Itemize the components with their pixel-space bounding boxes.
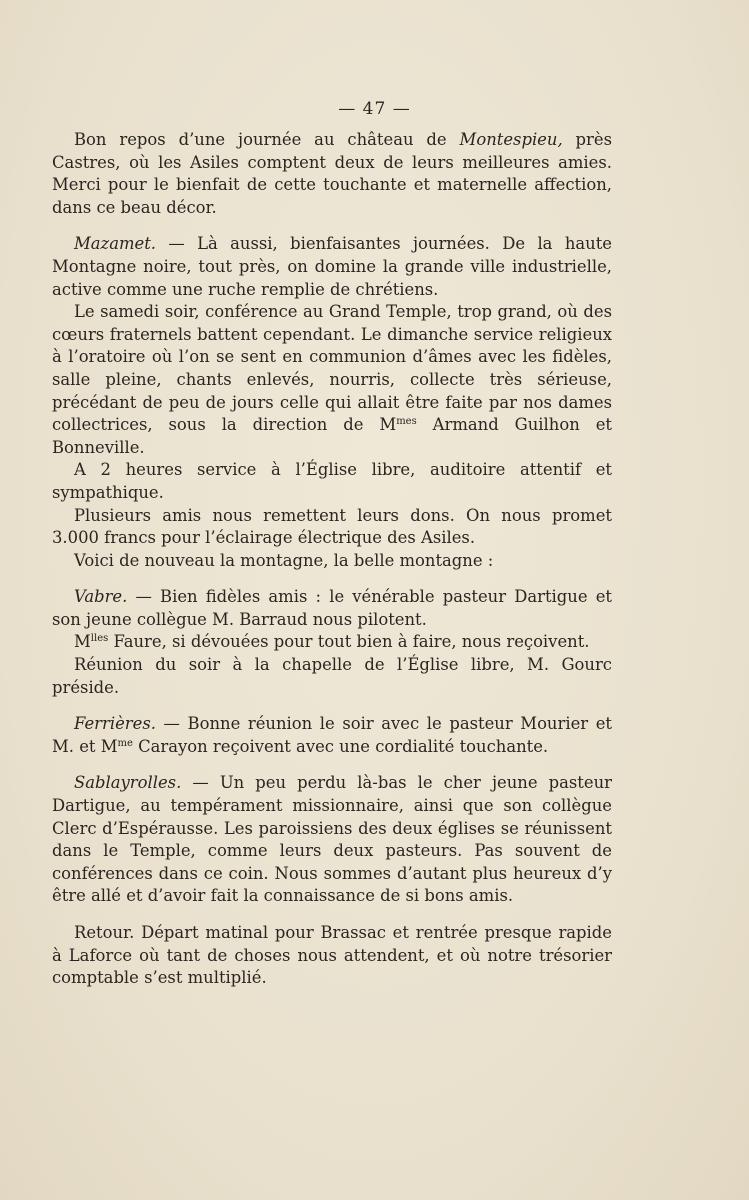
paragraph-retour: Retour. Départ matinal pour Brassac et rentrée presque rapide à Laforce où tant de choses nous attendent, et où notre trésorier comptable s’est multiplié. — [52, 923, 612, 988]
paragraph-sablayrolles — [52, 772, 612, 908]
text-span: — Un peu perdu là-bas le cher jeune pasteur Dartigue, au tempérament missionnaire, ainsi que son collègue Clerc d’Espérausse. Les paroissiens des deux églises se réunissent dans le Temple, comme leurs deux pasteurs. Pas souvent de conférences dans ce coin. Nous sommes d’autant plus heureux d’y être allé et d’avoir fait la connaissance de si bons amis. — [52, 773, 612, 906]
paragraph-eglise-libre: A 2 heures service à l’Église libre, auditoire attentif et sympathique. — [52, 460, 612, 502]
paragraph-dons: Plusieurs amis nous remettent leurs dons. On nous promet 3.000 francs pour l’éclairage électrique des Asiles. — [52, 505, 612, 548]
place-name: Ferrières. — [74, 714, 156, 734]
text-span: — Bonne réunion le soir avec le pasteur Mourier et M. et M — [52, 714, 612, 756]
paragraph-reunion: Réunion du soir à la chapelle de l’Église libre, M. Gourc préside. — [52, 655, 612, 697]
superscript: me — [117, 737, 133, 749]
text-span: — Bien fidèles amis : le vénérable pasteur Dartigue et son jeune collègue M. Barraud nous pilotent. — [52, 587, 612, 629]
paragraph-vabre — [52, 586, 612, 631]
text-span: — Là aussi, bienfaisantes journées. De la haute Montagne noire, tout près, on domine la grande ville industrielle, active comme une ruche remplie de chrétiens. — [52, 234, 612, 299]
paragraph-samedi — [52, 301, 612, 459]
superscript: lles — [90, 633, 109, 645]
body-text — [52, 129, 612, 990]
place-name: Vabre. — [74, 587, 128, 607]
text-span: Bon repos d’une journée au château de — [74, 130, 447, 149]
page-number: — 47 — — [338, 99, 411, 119]
paragraph-faure — [52, 631, 612, 654]
text-span: Faure, si dévouées pour tout bien à faire, nous reçoivent. — [108, 632, 590, 652]
text-span: près Castres, où les Asiles comptent deux de leurs meilleures amies. Merci pour le bienfait de cette touchante et maternelle affection, dans ce beau décor. — [52, 130, 612, 217]
place-name: Montespieu, — [459, 130, 563, 149]
paragraph-montespieu — [52, 129, 612, 219]
paragraph-ferrieres — [52, 713, 612, 758]
superscript: mes — [396, 416, 417, 428]
text-span: Armand Guilhon et Bonneville. — [52, 415, 612, 457]
text-span: M — [74, 632, 91, 652]
paragraph-montagne: Voici de nouveau la montagne, la belle montagne : — [74, 550, 494, 570]
place-name: Mazamet. — [74, 234, 157, 254]
place-name: Sablayrolles. — [74, 773, 182, 793]
text-span: Le samedi soir, conférence au Grand Temple, trop grand, où des cœurs fraternels battent cependant. Le dimanche service religieux à l’oratoire où l’on se sent en communion d’âmes avec les fidèles, salle pleine, chants enlevés, nourris, collecte très sérieuse, précédant de peu de jours celle qui allait être faite par nos dames collectrices, sous la direction de M — [52, 302, 612, 435]
paragraph-mazamet — [52, 233, 612, 301]
text-span: Carayon reçoivent avec une cordialité touchante. — [132, 736, 549, 756]
